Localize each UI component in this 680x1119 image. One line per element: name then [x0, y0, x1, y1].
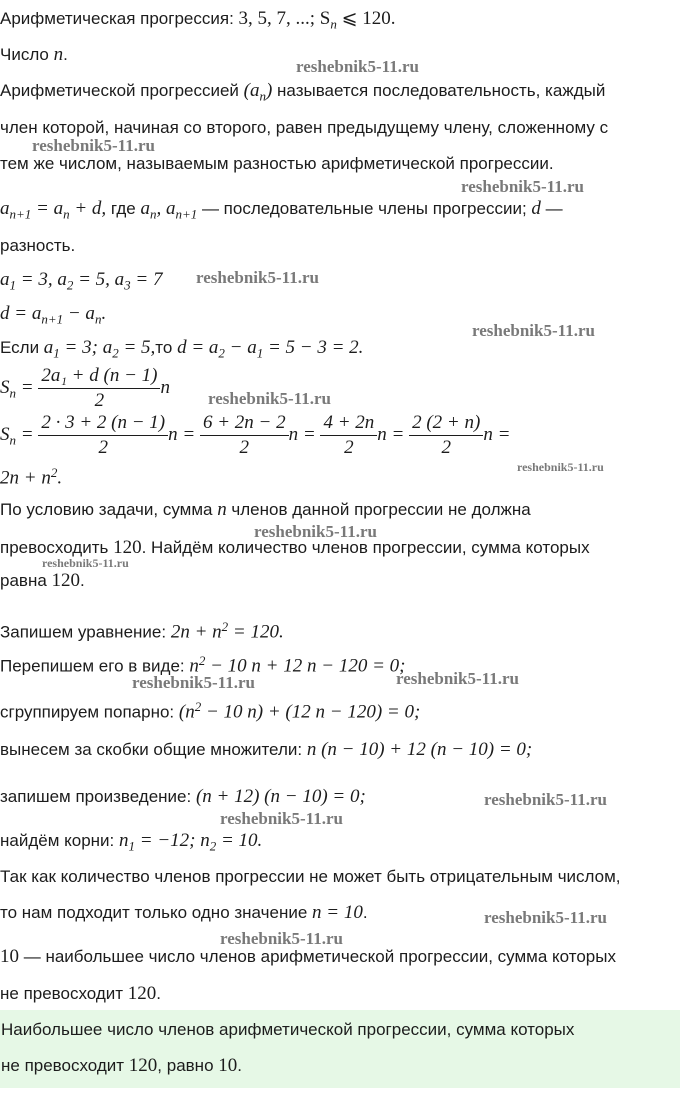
- equation-roots: найдём корни: $n_1 = -12$; $n_2 = 10$.: [0, 830, 263, 854]
- conclusion-line-2: то нам подходит только одно значение n = 10.: [0, 902, 368, 923]
- conclusion-line-4: не превосходит 120.: [0, 983, 162, 1004]
- equation-step-3: сгруппируем попарно: ($n^2 - 10$ n) + (12 n − 120) = 0;: [0, 699, 421, 723]
- definition-line-3: тем же числом, называемым разностью арифметической прогрессии.: [0, 154, 554, 173]
- watermark: reshebnik5-11.ru: [196, 268, 319, 287]
- equation-step-2: Перепишем его в виде: $n^2 - 10$ n + 12 n − 120 = 0;: [0, 653, 406, 677]
- watermark: reshebnik5-11.ru: [254, 522, 377, 541]
- watermark: reshebnik5-11.ru: [296, 57, 419, 76]
- sum-substitution: $S_n$ = $\frac{2 \cdot 3 + 2 (n - 1)}{2}$ n = $\frac{6 + 2n - 2}{2}$ n = $\frac{4 + 2n}{2}$ n = $\frac{2 (2 + n)}{2}$ n =: [0, 412, 511, 458]
- fraction: $\frac{4 + 2n}{2}$: [320, 412, 377, 459]
- find-label: Число n.: [0, 44, 68, 65]
- watermark: reshebnik5-11.ru: [517, 460, 604, 474]
- watermark: reshebnik5-11.ru: [396, 669, 519, 688]
- first-terms: $a_1 = 3$, $a_2 = 5$, $a_3 = 7$: [0, 269, 163, 293]
- conclusion-line-3: 10 — наибольшее число членов арифметической прогрессии, сумма которых: [0, 946, 616, 967]
- watermark: reshebnik5-11.ru: [461, 177, 584, 196]
- watermark: reshebnik5-11.ru: [472, 321, 595, 340]
- watermark: reshebnik5-11.ru: [42, 556, 129, 570]
- fraction: $\frac{\text{2a₁ + d (n − 1)}}{2}$: [38, 365, 160, 412]
- fraction: $\frac{2 \cdot 3 + 2 (n - 1)}{2}$: [38, 412, 168, 459]
- condition-line-1: По условию задачи, сумма n членов данной прогрессии не должна: [0, 499, 531, 520]
- answer-line-2: не превосходит 120, равно 10.: [1, 1055, 242, 1076]
- fraction-cancelled: $\frac{2 (2 + n)}{2}$: [409, 412, 483, 459]
- definition-line-1: Арифметической прогрессией $(a_n)$ называется последовательность, каждый: [0, 80, 606, 104]
- problem-statement: Арифметическая прогрессия: 3, 5, 7, ...; $S_n$ ⩽ 120.: [0, 8, 396, 32]
- watermark: reshebnik5-11.ru: [484, 908, 607, 927]
- condition-line-3: равна 120.: [0, 570, 85, 591]
- definition-line-2: член которой, начиная со второго, равен предыдущему члену, сложенному с: [0, 118, 609, 137]
- conclusion-line-1: Так как количество членов прогрессии не может быть отрицательным числом,: [0, 867, 621, 886]
- watermark: reshebnik5-11.ru: [208, 389, 331, 408]
- watermark: reshebnik5-11.ru: [220, 809, 343, 828]
- difference-calc: Если $a_1 = 3$; $a_2 = 5,то$ $d = a_2 - a_1 = 5 - 3 = 2$.: [0, 337, 364, 361]
- answer-box: [0, 1010, 680, 1088]
- recurrence-line: $a_{n+1} = a_n + d$, где $a_n$, $a_{n+1}$ — последовательные члены прогрессии; d —: [0, 198, 563, 222]
- watermark: reshebnik5-11.ru: [220, 929, 343, 948]
- difference-formula: $d = a_{n+1} - a_n$.: [0, 303, 107, 327]
- equation-step-4: вынесем за скобки общие множители: n (n − 10) + 12 (n − 10) = 0;: [0, 739, 533, 760]
- fraction: $\frac{6 + 2n - 2}{2}$: [200, 412, 289, 459]
- sum-formula: $S_n$ = $\frac{\text{2a₁ + d (n − 1)}}{2}$ n: [0, 365, 170, 411]
- equation-step-5: запишем произведение: (n + 12) (n − 10) = 0;: [0, 786, 366, 807]
- condition-line-2: превосходить 120. Найдём количество членов прогрессии, сумма которых: [0, 537, 590, 558]
- difference-word: разность.: [0, 236, 76, 255]
- watermark: reshebnik5-11.ru: [484, 790, 607, 809]
- sum-result: $2n + n^2$.: [0, 465, 63, 489]
- watermark: reshebnik5-11.ru: [132, 673, 255, 692]
- answer-line-1: Наибольшее число членов арифметической прогрессии, сумма которых: [1, 1020, 575, 1039]
- watermark: reshebnik5-11.ru: [32, 136, 155, 155]
- equation-step-1: Запишем уравнение: $2n + n^2 = 120$.: [0, 619, 284, 643]
